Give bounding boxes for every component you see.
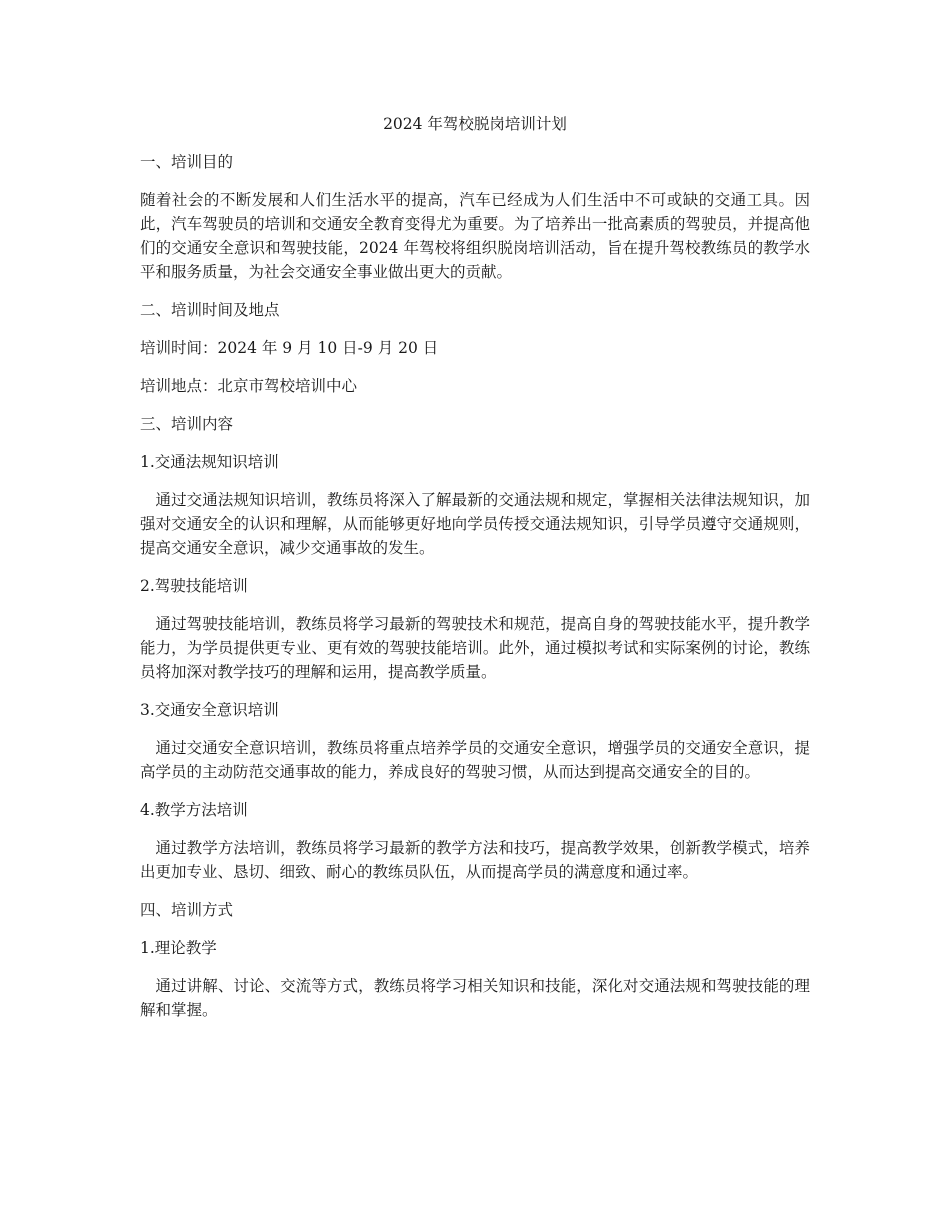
purpose-paragraph: 随着社会的不断发展和人们生活水平的提高，汽车已经成为人们生活中不可或缺的交通工具。因此，汽车驾驶员的培训和交通安全教育变得尤为重要。为了培养出一批高素质的驾驶员，并提高他们的交通安全意识和驾驶技能，2024 年驾校将组织脱岗培训活动，旨在提升驾校教练员的教学水平和服务质量，为社会交通安全事业做出更大的贡献。 [140, 191, 810, 281]
section-heading-time-place: 二、培训时间及地点 [140, 301, 280, 319]
training-time: 培训时间：2024 年 9 月 10 日-9 月 20 日 [140, 339, 439, 357]
content-item-paragraph: 通过交通法规知识培训，教练员将深入了解最新的交通法规和规定，掌握相关法律法规知识，加强对交通安全的认识和理解，从而能够更好地向学员传授交通法规知识，引导学员遵守交通规则，提高交通安全意识，减少交通事故的发生。 [140, 491, 810, 557]
method-item-paragraph: 通过讲解、讨论、交流等方式，教练员将学习相关知识和技能，深化对交通法规和驾驶技能的理解和掌握。 [140, 977, 810, 1019]
content-item-title: 1.交通法规知识培训 [140, 453, 279, 471]
document-body [140, 112, 810, 1036]
training-place: 培训地点：北京市驾校培训中心 [140, 377, 358, 395]
content-item-title: 4.教学方法培训 [140, 801, 248, 819]
content-item-title: 2.驾驶技能培训 [140, 577, 248, 595]
content-item-paragraph: 通过交通安全意识培训，教练员将重点培养学员的交通安全意识，增强学员的交通安全意识，提高学员的主动防范交通事故的能力，养成良好的驾驶习惯，从而达到提高交通安全的目的。 [140, 739, 810, 781]
content-item-paragraph: 通过驾驶技能培训，教练员将学习最新的驾驶技术和规范，提高自身的驾驶技能水平，提升教学能力，为学员提供更专业、更有效的驾驶技能培训。此外，通过模拟考试和实际案例的讨论，教练员将加深对教学技巧的理解和运用，提高教学质量。 [140, 615, 810, 681]
document-title: 2024 年驾校脱岗培训计划 [383, 115, 567, 133]
section-heading-purpose: 一、培训目的 [140, 153, 234, 171]
section-heading-content: 三、培训内容 [140, 415, 234, 433]
section-heading-method: 四、培训方式 [140, 901, 234, 919]
method-item-title: 1.理论教学 [140, 939, 217, 957]
content-item-title: 3.交通安全意识培训 [140, 701, 279, 719]
content-item-paragraph: 通过教学方法培训，教练员将学习最新的教学方法和技巧，提高教学效果，创新教学模式，培养出更加专业、恳切、细致、耐心的教练员队伍，从而提高学员的满意度和通过率。 [140, 839, 810, 881]
